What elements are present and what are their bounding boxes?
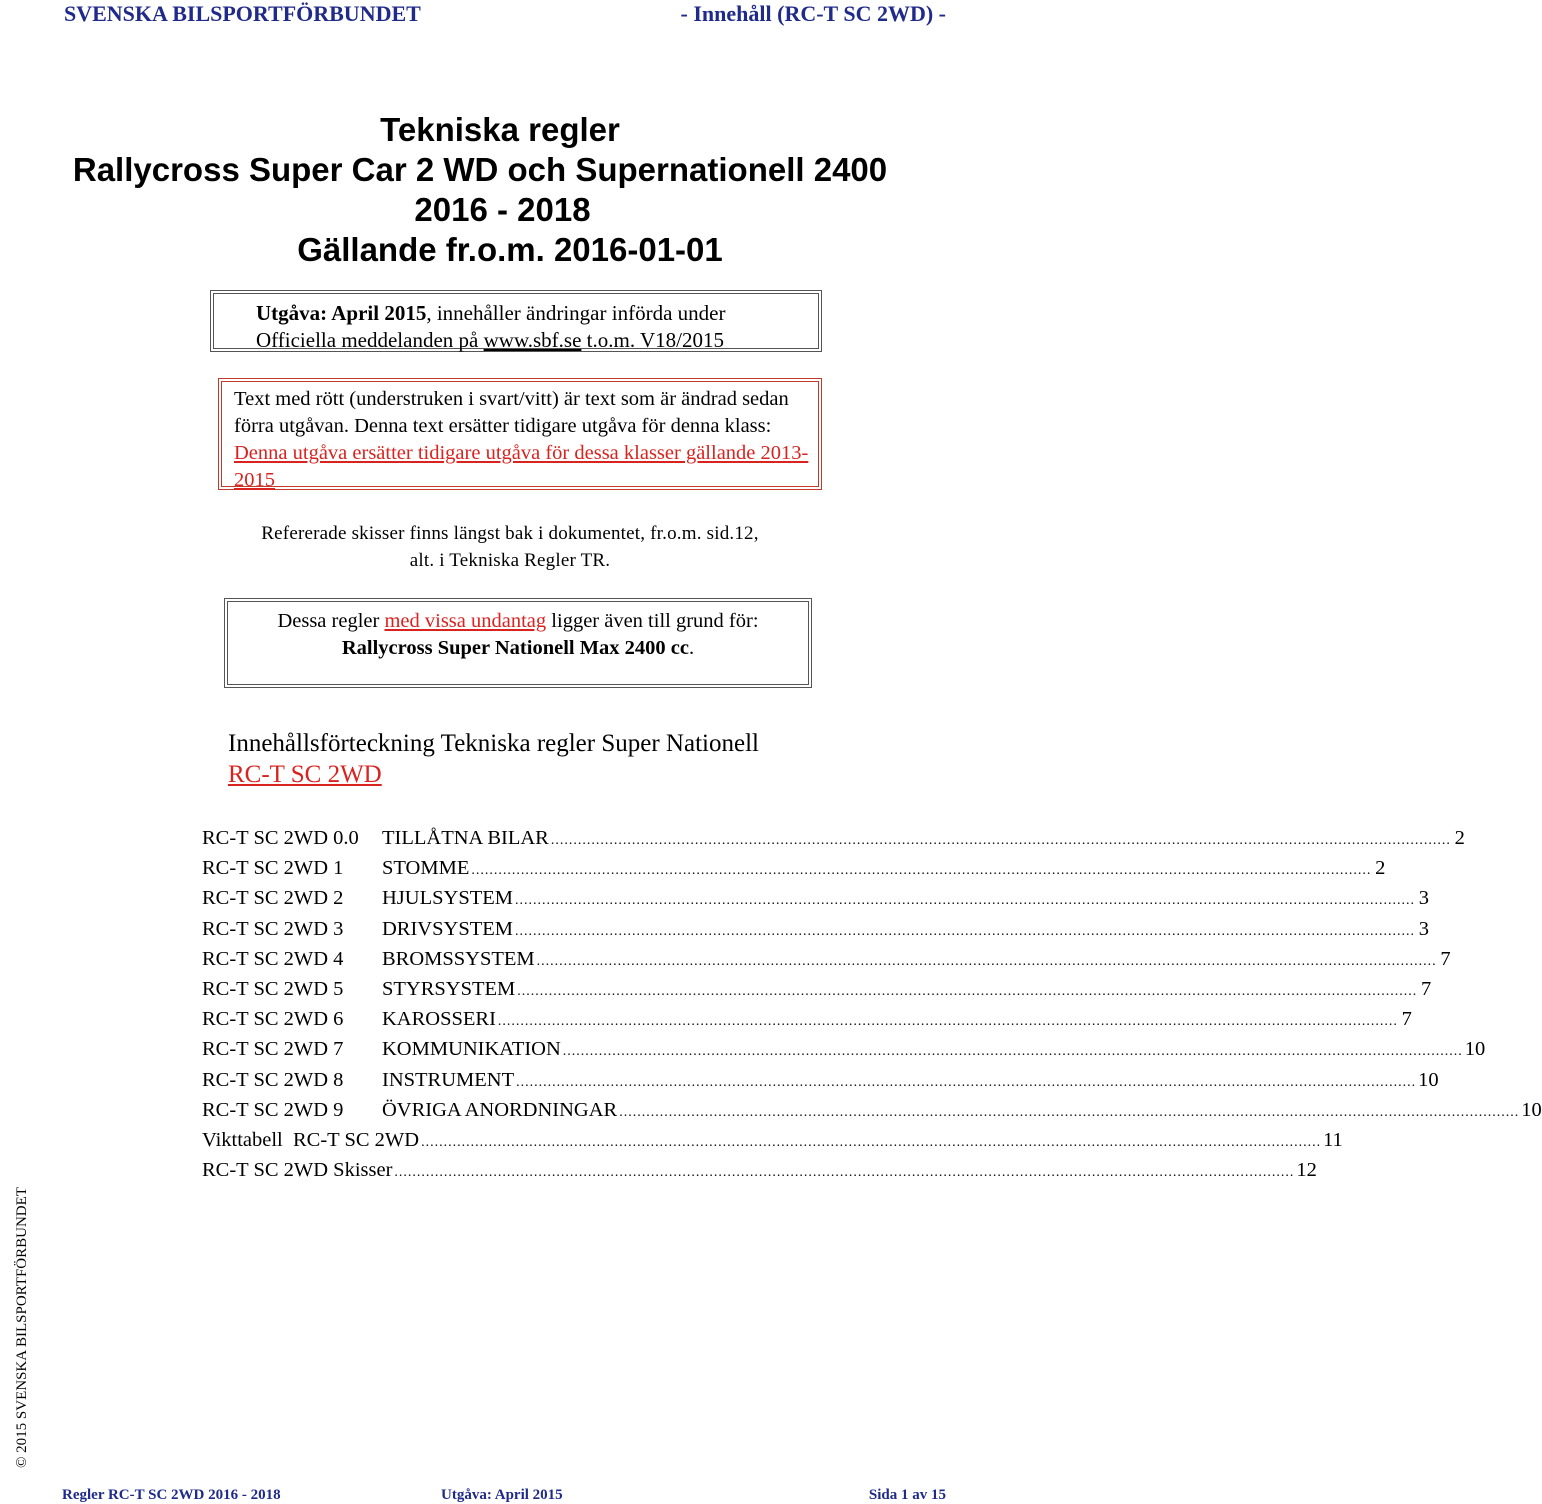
toc-entry-title: STYRSYSTEM xyxy=(382,977,516,1000)
toc-entry[interactable] xyxy=(202,914,1429,944)
change-notice-red-text: Denna utgåva ersätter tidigare utgåva för dessa klasser gällande 2013-2015 xyxy=(234,442,809,491)
title-line-1: Tekniska regler xyxy=(380,111,620,148)
toc-entry-page: 2 xyxy=(1454,827,1465,849)
toc-entry-leader: ........................................................................................................................................................................................................ xyxy=(619,1104,1520,1120)
toc-entry-title: ÖVRIGA ANORDNINGAR xyxy=(382,1098,618,1121)
toc-entry-code: RC-T SC 2WD Skisser xyxy=(202,1159,393,1182)
toc-entry[interactable] xyxy=(202,1125,1343,1155)
copyright-sidebar: © 2015 SVENSKA BILSPORTFÖRBUNDET xyxy=(14,1187,30,1468)
toc-entry[interactable] xyxy=(202,1065,1439,1095)
toc-entry-code: RC-T SC 2WD 2 xyxy=(202,887,344,910)
toc-entry-title: BROMSSYSTEM xyxy=(382,947,535,970)
toc-heading-line-1: Innehållsförteckning Tekniska regler Super Nationell xyxy=(228,730,759,757)
basis-class-end: . xyxy=(689,637,695,659)
toc-entry-leader: ........................................................................................................................................................................................................ xyxy=(550,833,1451,848)
toc-entry-code: RC-T SC 2WD 7 xyxy=(202,1038,344,1061)
toc-entry-code: Vikttabell RC-T SC 2WD xyxy=(202,1128,420,1151)
edition-label: Utgåva: April 2015 xyxy=(256,301,427,325)
toc-entry[interactable] xyxy=(202,1155,1317,1185)
toc-entry[interactable] xyxy=(202,1034,1486,1064)
sbf-link[interactable]: www.sbf.se xyxy=(483,328,582,352)
toc-entry-code: RC-T SC 2WD 4 xyxy=(202,947,344,970)
toc-heading-line-2: RC-T SC 2WD xyxy=(228,761,382,788)
edition-line-2-post: t.o.m. V18/2015 xyxy=(581,328,724,352)
toc-entry-page: 3 xyxy=(1418,917,1429,940)
toc-entry[interactable] xyxy=(202,823,1465,853)
toc-entry-code: RC-T SC 2WD 3 xyxy=(202,917,344,940)
toc-list xyxy=(202,823,1542,1185)
toc-entry-title: KAROSSERI xyxy=(382,1008,496,1031)
basis-pre: Dessa regler xyxy=(277,610,385,632)
footer-edition: Utgåva: April 2015 xyxy=(441,1487,563,1503)
basis-class: Rallycross Super Nationell Max 2400 cc xyxy=(341,637,690,659)
header-organization: SVENSKA BILSPORTFÖRBUNDET xyxy=(64,1,421,26)
toc-entry-code: RC-T SC 2WD 0.0 xyxy=(202,827,359,849)
toc-entry-code: RC-T SC 2WD 8 xyxy=(202,1068,344,1091)
reference-line-2: alt. i Tekniska Regler TR. xyxy=(409,550,611,571)
toc-entry-code: RC-T SC 2WD 1 xyxy=(202,857,344,880)
toc-entry-code: RC-T SC 2WD 9 xyxy=(202,1098,344,1121)
toc-heading xyxy=(228,728,759,790)
title-line-2: Rallycross Super Car 2 WD och Supernationell 2400 xyxy=(72,151,888,188)
document-title xyxy=(0,110,960,270)
toc-entry-leader: ........................................................................................................................................................................................................ xyxy=(471,863,1372,879)
footer-page: Sida 1 av 15 xyxy=(868,1487,946,1503)
toc-entry-title: HJULSYSTEM xyxy=(382,887,513,910)
edition-box xyxy=(210,290,822,352)
toc-entry-leader: ........................................................................................................................................................................................................ xyxy=(517,983,1418,999)
toc-entry-leader: ........................................................................................................................................................................................................ xyxy=(562,1044,1463,1060)
toc-entry-code: RC-T SC 2WD 6 xyxy=(202,1008,344,1031)
footer-document: Regler RC-T SC 2WD 2016 - 2018 xyxy=(62,1487,281,1503)
reference-line-1: Refererade skisser finns längst bak i dokumentet, fr.o.m. sid.12, xyxy=(261,523,759,544)
toc-entry-title: STOMME xyxy=(382,857,470,880)
toc-entry-leader: ........................................................................................................................................................................................................ xyxy=(421,1134,1322,1150)
toc-entry-page: 12 xyxy=(1296,1159,1317,1182)
toc-entry-leader: ........................................................................................................................................................................................................ xyxy=(515,893,1415,909)
change-notice-box xyxy=(218,378,822,490)
toc-entry[interactable] xyxy=(202,1004,1412,1034)
toc-entry-page: 10 xyxy=(1521,1098,1542,1121)
toc-entry-page: 10 xyxy=(1464,1038,1486,1061)
title-line-4: Gällande fr.o.m. 2016-01-01 xyxy=(297,231,723,268)
toc-entry-page: 11 xyxy=(1323,1128,1343,1151)
toc-entry-page: 7 xyxy=(1421,977,1432,1000)
header-section: - Innehåll (RC-T SC 2WD) - xyxy=(680,1,946,26)
toc-entry-leader: ........................................................................................................................................................................................................ xyxy=(516,1074,1417,1090)
reference-note xyxy=(190,520,830,574)
basis-post: ligger även till grund för: xyxy=(546,610,759,632)
toc-entry-page: 2 xyxy=(1375,857,1386,880)
toc-entry-page: 3 xyxy=(1418,887,1429,910)
edition-line-1: , innehåller ändringar införda under xyxy=(426,301,726,325)
toc-entry-title: KOMMUNIKATION xyxy=(382,1038,561,1061)
toc-entry-code: RC-T SC 2WD 5 xyxy=(202,977,344,1000)
toc-entry-page: 7 xyxy=(1440,947,1451,970)
change-notice-text: Text med rött (understruken i svart/vitt) är text som är ändrad sedan förra utgåvan. Denna text ersätter tidigare utgåva för denna klass: xyxy=(234,388,789,437)
edition-line-2-pre: Officiella meddelanden på xyxy=(256,328,484,352)
toc-entry-title: INSTRUMENT xyxy=(382,1068,515,1091)
title-line-3: 2016 - 2018 xyxy=(414,191,591,228)
basis-box xyxy=(224,598,812,688)
toc-entry[interactable] xyxy=(202,853,1386,883)
toc-entry-leader: ........................................................................................................................................................................................................ xyxy=(497,1014,1398,1030)
toc-entry[interactable] xyxy=(202,944,1451,974)
toc-entry-page: 10 xyxy=(1418,1068,1439,1091)
toc-entry-leader: ........................................................................................................................................................................................................ xyxy=(515,923,1415,939)
basis-red: med vissa undantag xyxy=(384,610,547,632)
toc-entry-leader: ........................................................................................................................................................................................................ xyxy=(394,1165,1295,1181)
toc-entry[interactable] xyxy=(202,1095,1542,1125)
toc-entry[interactable] xyxy=(202,974,1432,1004)
toc-entry[interactable] xyxy=(202,883,1429,913)
toc-entry-title: DRIVSYSTEM xyxy=(382,917,513,940)
toc-entry-leader: ........................................................................................................................................................................................................ xyxy=(536,953,1437,969)
toc-entry-title: TILLÅTNA BILAR xyxy=(382,827,549,849)
toc-entry-page: 7 xyxy=(1401,1008,1412,1031)
